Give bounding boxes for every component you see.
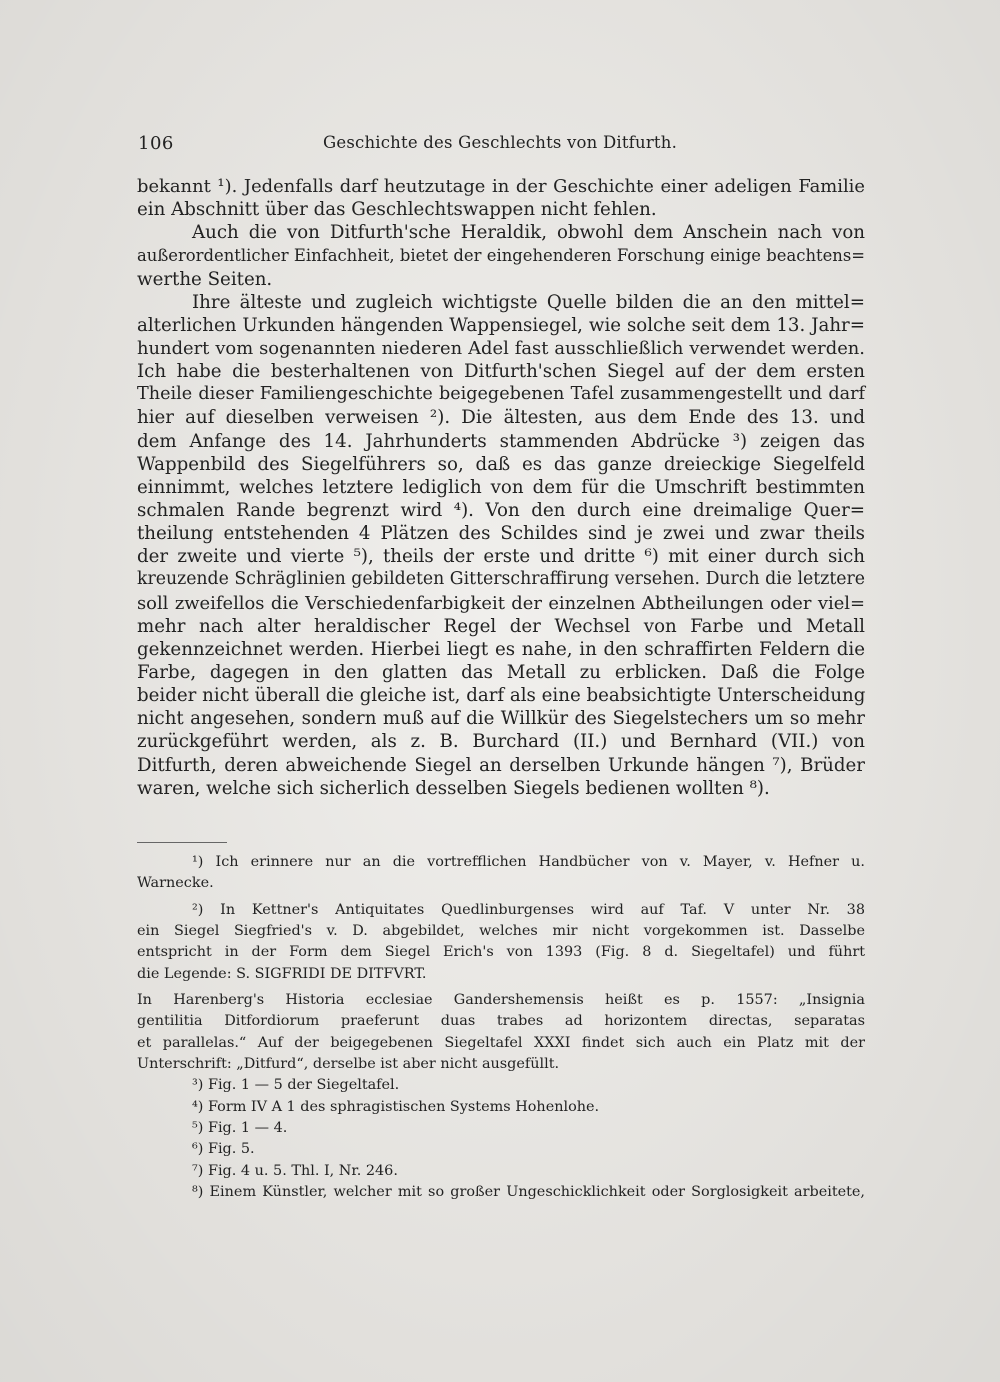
text-line: zurückgeführt werden, als z. B. Burchard (II.) und Bernhard (VII.) von <box>137 731 865 753</box>
footnote-divider <box>137 842 227 843</box>
text-line: außerordentlicher Einfachheit, bietet der eingehenderen Forschung einige beachtens= <box>137 246 865 266</box>
text-line: Ditfurth, deren abweichende Siegel an derselben Urkunde hängen ⁷), Brüder <box>137 754 865 776</box>
footnote-line: ⁷) Fig. 4 u. 5. Thl. I, Nr. 246. <box>192 1162 398 1179</box>
text-line: gekennzeichnet werden. Hierbei liegt es nahe, in den schraffirten Feldern die <box>137 638 865 660</box>
text-line: nicht angesehen, sondern muß auf die Willkür des Siegelstechers um so mehr <box>137 708 865 730</box>
text-line: einnimmt, welches letztere lediglich von dem für die Umschrift bestimmten <box>137 476 865 498</box>
footnote-line: Unterschrift: „Ditfurd“, derselbe ist aber nicht ausgefüllt. <box>137 1056 560 1073</box>
text-line: kreuzende Schräglinien gebildeten Gitterschraffirung versehen. Durch die letztere <box>137 569 865 590</box>
footnote-line: die Legende: S. SIGFRIDI DE DITFVRT. <box>137 965 427 982</box>
footnote-line: ³) Fig. 1 — 5 der Siegeltafel. <box>192 1077 400 1094</box>
text-line: waren, welche sich sicherlich desselben Siegels bedienen wollten ⁸). <box>137 777 770 799</box>
text-line: Ihre älteste und zugleich wichtigste Quelle bilden die an den mittel= <box>192 291 865 313</box>
footnote-line: ein Siegel Siegfried's v. D. abgebildet, welches mir nicht vorgekommen ist. Dasselbe <box>137 923 865 940</box>
text-line: hundert vom sogenannten niederen Adel fast ausschließlich verwendet werden. <box>137 337 865 359</box>
footnote-line: gentilitia Ditfordiorum praeferunt duas trabes ad horizontem directas, separatas <box>137 1013 865 1030</box>
footnote-line: ⁵) Fig. 1 — 4. <box>192 1120 288 1137</box>
text-line: Wappenbild des Siegelführers so, daß es das ganze dreieckige Siegelfeld <box>137 453 865 475</box>
text-line: theilung entstehenden 4 Plätzen des Schildes sind je zwei und zwar theils <box>137 523 865 545</box>
footnote-line: ⁴) Form IV A 1 des sphragistischen Systems Hohenlohe. <box>192 1098 600 1115</box>
footnote-line: ²) In Kettner's Antiquitates Quedlinburgenses wird auf Taf. V unter Nr. 38 <box>192 901 865 918</box>
footnotes <box>137 852 865 1204</box>
page-header <box>138 133 862 153</box>
text-line: hier auf dieselben verweisen ²). Die ältesten, aus dem Ende des 13. und <box>137 407 865 429</box>
text-line: soll zweifellos die Verschiedenfarbigkeit der einzelnen Abtheilungen oder viel= <box>137 592 865 614</box>
text-line: Ich habe die besterhaltenen von Ditfurth'schen Siegel auf der dem ersten <box>137 361 865 383</box>
footnote-line: entspricht in der Form dem Siegel Erich's von 1393 (Fig. 8 d. Siegeltafel) und führt <box>137 944 865 961</box>
main-text <box>137 175 865 800</box>
text-line: bekannt ¹). Jedenfalls darf heutzutage in der Geschichte einer adeligen Familie <box>137 176 865 197</box>
text-line: Auch die von Ditfurth'sche Heraldik, obwohl dem Anschein nach von <box>192 222 865 244</box>
text-line: der zweite und vierte ⁵), theils der erste und dritte ⁶) mit einer durch sich <box>137 546 865 568</box>
text-line: ein Abschnitt über das Geschlechtswappen nicht fehlen. <box>137 199 657 221</box>
text-line: werthe Seiten. <box>137 268 273 290</box>
footnote-line: et parallelas.“ Auf der beigegebenen Siegeltafel XXXI findet sich auch ein Platz mit der <box>137 1034 865 1051</box>
footnote-line: Warnecke. <box>137 875 214 892</box>
running-title: Geschichte des Geschlechts von Ditfurth. <box>322 133 678 152</box>
footnote-line: In Harenberg's Historia ecclesiae Gandershemensis heißt es p. 1557: „Insignia <box>137 992 865 1009</box>
text-line: alterlichen Urkunden hängenden Wappensiegel, wie solche seit dem 13. Jahr= <box>137 314 865 336</box>
footnote-line: ⁶) Fig. 5. <box>192 1141 255 1158</box>
footnote-line: ¹) Ich erinnere nur an die vortrefflichen Handbücher von v. Mayer, v. Hefner u. <box>192 854 865 870</box>
text-line: dem Anfange des 14. Jahrhunderts stammenden Abdrücke ³) zeigen das <box>137 430 865 452</box>
footnote-line: ⁸) Einem Künstler, welcher mit so großer Ungeschicklichkeit oder Sorglosigkeit arbeitete, <box>192 1184 865 1201</box>
text-line: mehr nach alter heraldischer Regel der Wechsel von Farbe und Metall <box>137 615 865 637</box>
text-line: schmalen Rande begrenzt wird ⁴). Von den durch eine dreimalige Quer= <box>137 499 865 521</box>
text-line: Theile dieser Familiengeschichte beigegebenen Tafel zusammengestellt und darf <box>137 384 865 405</box>
page-number: 106 <box>138 133 174 154</box>
text-line: beider nicht überall die gleiche ist, darf als eine beabsichtigte Unterscheidung <box>137 685 866 707</box>
text-line: Farbe, dagegen in den glatten das Metall zu erblicken. Daß die Folge <box>137 661 865 683</box>
